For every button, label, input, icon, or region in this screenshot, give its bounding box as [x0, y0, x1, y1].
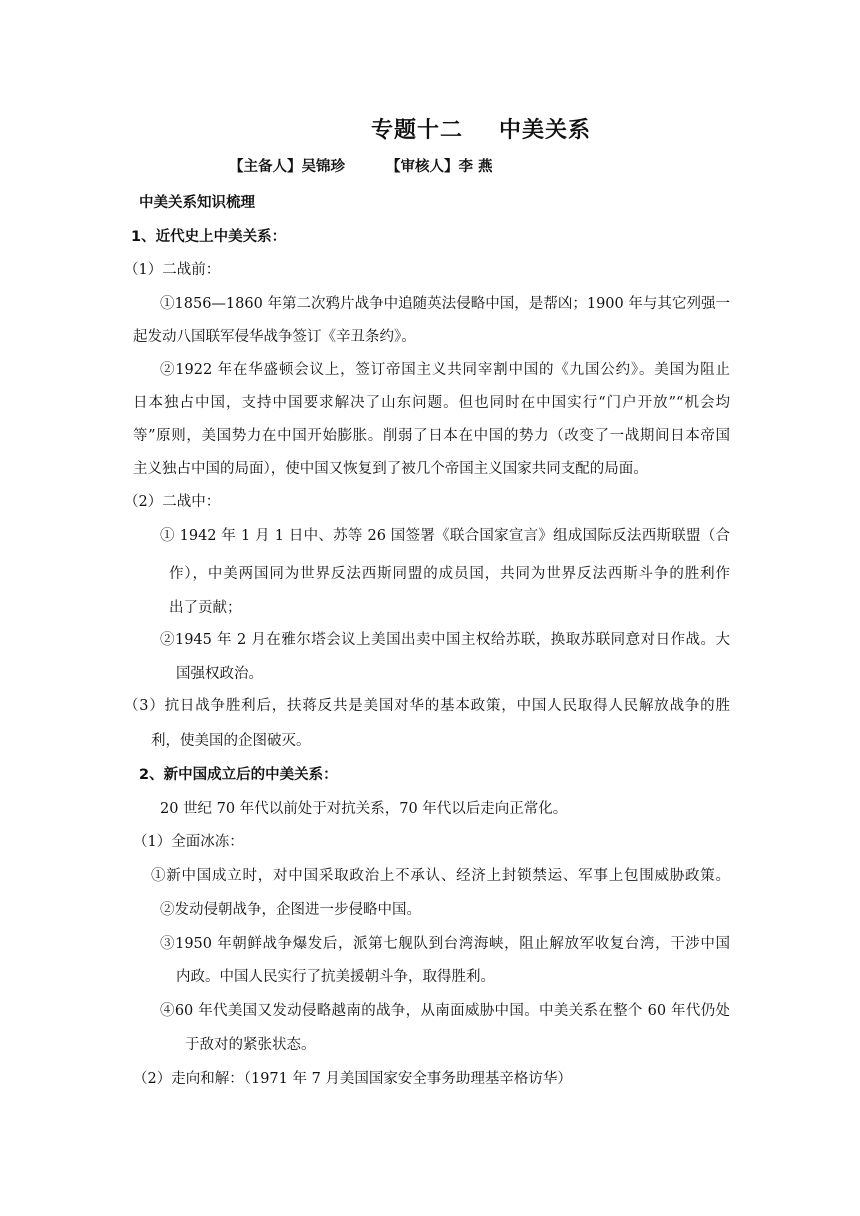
s1-item2-line1: ②1922 年在华盛顿会议上，签订帝国主义共同宰割中国的《九国公约》。美国为阻止	[160, 362, 730, 378]
s1-item4-line1: ②1945 年 2 月在雅尔塔会议上美国出卖中国主权给苏联，换取苏联同意对日作战。大	[160, 632, 730, 648]
section-heading: 中美关系知识梳理	[139, 195, 255, 211]
s2-p2-label: （2）走向和解：（1971 年 7 月美国国家安全事务助理基辛格访华）	[133, 1071, 572, 1087]
title-part-2: 中美关系	[499, 118, 592, 143]
s1-p3-line1: （3）抗日战争胜利后，扶蒋反共是美国对华的基本政策，中国人民取得人民解放战争的胜	[124, 698, 730, 714]
s2-item1: ①新中国成立时，对中国采取政治上不承认、经济上封锁禁运、军事上包围威胁政策。	[151, 868, 730, 884]
s1-item4-line2: 国强权政治。	[176, 666, 263, 682]
s1-p2-label: （2）二战中：	[124, 494, 221, 510]
s1-item3-line2: 作），中美两国同为世界反法西斯同盟的成员国，共同为世界反法西斯斗争的胜利作	[169, 566, 730, 582]
s2-p1-label: （1）全面冰冻：	[133, 834, 244, 850]
s2-heading: 2、新中国成立后的中美关系：	[139, 767, 338, 783]
s1-p1-label: （1）二战前：	[124, 262, 221, 278]
title-part-1: 专题十二	[371, 118, 464, 143]
s1-item1-line2: 起发动八国联军侵华战争签订《辛丑条约》。	[133, 329, 416, 345]
s1-item2-line3: 等”原则，美国势力在中国开始膨胀。削弱了日本在中国的势力（改变了一战期间日本帝国	[133, 428, 730, 444]
s2-item3-line2: 内政。中国人民实行了抗美援朝斗争，取得胜利。	[176, 969, 495, 985]
s2-item4-line2: 于敌对的紧张状态。	[185, 1037, 316, 1053]
s1-item1-line1: ①1856—1860 年第二次鸦片战争中追随英法侵略中国，是帮凶；1900 年与其它列强一	[160, 296, 730, 312]
s1-heading: 1、近代史上中美关系：	[131, 229, 287, 245]
s2-item3-line1: ③1950 年朝鲜战争爆发后，派第七舰队到台湾海峡，阻止解放军收复台湾，干涉中国	[160, 936, 730, 952]
s1-item2-line2: 日本独占中国，支持中国要求解决了山东问题。但也同时在中国实行“门户开放”“机会均	[133, 395, 730, 411]
s1-item3-line1: ① 1942 年 1 月 1 日中、苏等 26 国签署《联合国家宣言》组成国际反法西斯联盟（合	[160, 528, 730, 544]
s1-p3-line2: 利，使美国的企图破灭。	[151, 733, 311, 749]
s2-item4-line1: ④60 年代美国又发动侵略越南的战争，从南面威胁中国。中美关系在整个 60 年代仍处	[160, 1003, 730, 1019]
s1-item2-line4: 主义独占中国的局面），使中国又恢复到了被几个帝国主义国家共同支配的局面。	[133, 461, 648, 477]
preparer-label: 【主备人】吴锦珍	[229, 159, 345, 175]
s2-intro: 20 世纪 70 年代以前处于对抗关系，70 年代以后走向正常化。	[160, 801, 568, 817]
s1-item3-line3: 出了贡献；	[169, 600, 242, 616]
reviewer-label: 【审核人】李 燕	[386, 159, 493, 175]
s2-item2: ②发动侵朝战争，企图进一步侵略中国。	[160, 902, 421, 918]
